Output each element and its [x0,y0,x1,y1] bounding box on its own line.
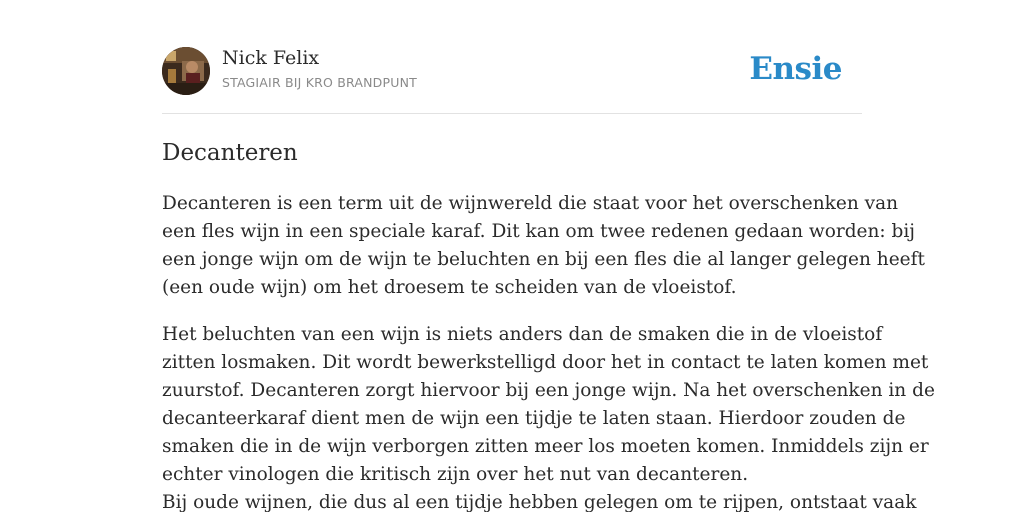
author-avatar[interactable] [162,47,210,95]
author-photo-icon [162,47,210,95]
text-line: Decanteren is een term uit de wijnwereld die staat voor het overschenken van [162,193,899,214]
text-line: Bij oude wijnen, die dus al een tijdje hebben gelegen om te rijpen, ontstaat vaak [162,492,917,512]
paragraph [162,190,925,302]
text-line: zitten losmaken. Dit wordt bewerkstelligd door het in contact te laten komen met [162,352,929,373]
text-line: echter vinologen die kritisch zijn over het nut van decanteren. [162,464,749,485]
text-line: een fles wijn in een speciale karaf. Dit kan om twee redenen gedaan worden: bij [162,221,916,242]
text-line: zuurstof. Decanteren zorgt hiervoor bij een jonge wijn. Na het overschenken in de [162,380,935,401]
text-line: (een oude wijn) om het droesem te scheiden van de vloeistof. [162,277,737,298]
author-header [162,47,862,95]
author-role: STAGIAIR BIJ KRO BRANDPUNT [222,75,417,90]
paragraph [162,321,935,512]
text-line: smaken die in de wijn verborgen zitten meer los moeten komen. Inmiddels zijn er [162,436,929,457]
article-body [162,190,935,512]
ensie-logo[interactable]: Ensie [749,51,842,87]
article-title: Decanteren [162,140,298,166]
header-divider [162,113,862,114]
text-line: Het beluchten van een wijn is niets anders dan de smaken die in de vloeistof [162,324,883,345]
text-line: een jonge wijn om de wijn te beluchten en bij een fles die al langer gelegen heeft [162,249,925,270]
author-name[interactable]: Nick Felix [222,47,320,69]
text-line: decanteerkaraf dient men de wijn een tijdje te laten staan. Hierdoor zouden de [162,408,906,429]
